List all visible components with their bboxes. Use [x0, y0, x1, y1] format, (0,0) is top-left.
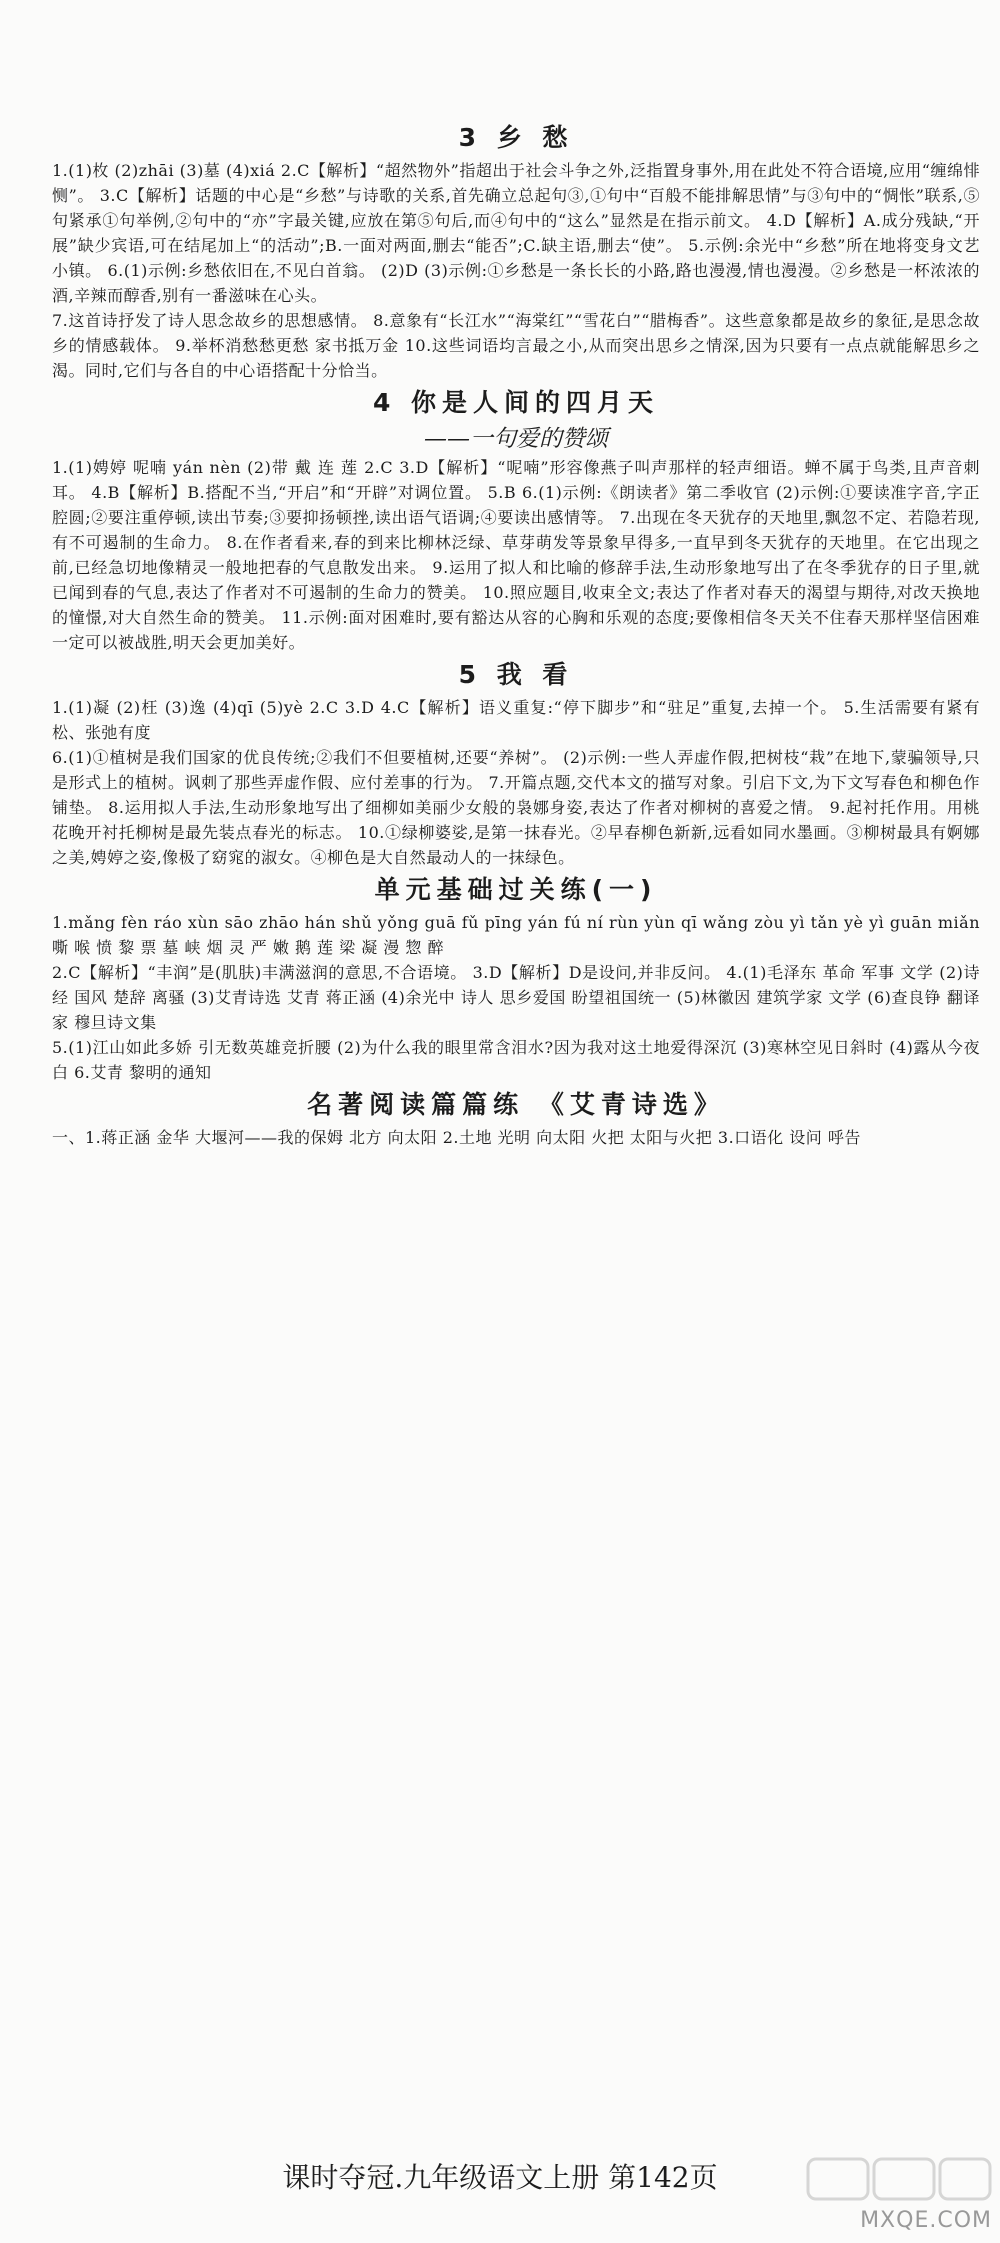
section-classic-reading	[52, 1085, 980, 1150]
section-title: 名著阅读篇篇练 《艾青诗选》	[307, 1090, 725, 1119]
answer-paragraph: 1.mǎng fèn ráo xùn sāo zhāo hán shǔ yǒng guā fǔ pīng yán fú ní rùn yùn qī wǎng zòu yì tǎn yè yì guān miǎn 嘶 喉 愤 黎 票 墓 峡 烟 灵 严 嫩 鹅 莲 梁 凝 漫 惣 醉	[52, 913, 986, 957]
section-siyuetian	[52, 383, 980, 655]
answer-paragraph: 1.(1)凝 (2)枉 (3)逸 (4)qī (5)yè 2.C 3.D 4.C【解析】语义重复:“停下脚步”和“驻足”重复,去掉一个。 5.生活需要有紧有松、张弛有度	[52, 698, 980, 742]
section-wokan	[52, 655, 980, 870]
section-subtitle: ——一句爱的赞颂	[424, 426, 608, 452]
answer-paragraph: 7.这首诗抒发了诗人思念故乡的思想感情。 8.意象有“长江水”“海棠红”“雪花白”“腊梅香”。这些意象都是故乡的象征,是思念故乡的情感载体。 9.举杯消愁愁更愁 家书抵万金 10.这些词语均言最之小,从而突出思乡之情深,因为只要有一点点就能解思乡之渴。同时,它们与各自的中心语搭配十分恰当。	[52, 311, 980, 380]
answer-paragraph: 6.(1)①植树是我们国家的优良传统;②我们不但要植树,还要“养树”。 (2)示例:一些人弄虚作假,把树枝“栽”在地下,蒙骗领导,只是形式上的植树。讽刺了那些弄虚作假、应付差事的行为。 7.开篇点题,交代本文的描写对象。引启下文,为下文写春色和柳色作铺垫。 8.运用拟人手法,生动形象地写出了细柳如美丽少女般的袅娜身姿,表达了作者对柳树的喜爱之情。 9.起衬托作用。用桃花晚开衬托柳树是最先装点春光的标志。 10.①绿柳婆娑,是第一抹春光。②早春柳色新新,远看如同水墨画。③柳树最具有婀娜之美,娉婷之姿,像极了窈窕的淑女。④柳色是大自然最动人的一抹绿色。	[52, 748, 980, 867]
section-unit-practice	[52, 870, 986, 1085]
answer-paragraph: 2.C【解析】“丰润”是(肌肤)丰满滋润的意思,不合语境。 3.D【解析】D是设问,并非反问。 4.(1)毛泽东 革命 军事 文学 (2)诗经 国风 楚辞 离骚 (3)艾青诗选 艾青 蒋正涵 (4)余光中 诗人 思乡爱国 盼望祖国统一 (5)林徽因 建筑学家 文学 (6)查良铮 翻译家 穆旦诗文集	[52, 963, 980, 1032]
section-xiangchou	[52, 118, 980, 383]
answer-paragraph: 1.(1)枚 (2)zhāi (3)墓 (4)xiá 2.C【解析】“超然物外”指超出于社会斗争之外,泛指置身事外,用在此处不符合语境,应用“缠绵悱恻”。 3.C【解析】话题的中心是“乡愁”与诗歌的关系,首先确立总起句③,①句中“百般不能排解思情”与③句中的“惆怅”联系,⑤句紧承①句举例,②句中的“亦”字最关键,应放在第⑤句后,而④句中的“这么”显然是在指示前文。 4.D【解析】A.成分残缺,“开展”缺少宾语,可在结尾加上“的活动”;B.一面对两面,删去“能否”;C.缺主语,删去“使”。 5.示例:余光中“乡愁”所在地将变身文艺小镇。 6.(1)示例:乡愁依旧在,不见白首翁。 (2)D (3)示例:①乡愁是一条长长的小路,路也漫漫,情也漫漫。②乡愁是一杯浓浓的酒,辛辣而醇香,别有一番滋味在心头。	[52, 161, 980, 305]
section-title: 单元基础过关练(一)	[374, 875, 658, 904]
section-title: 5 我 看	[458, 660, 574, 689]
section-title: 4 你是人间的四月天	[372, 388, 660, 417]
page-footer: 课时夺冠.九年级语文上册 第142页	[282, 2161, 718, 2194]
watermark-text: MXQE.COM	[860, 2208, 992, 2233]
section-title: 3 乡 愁	[458, 123, 574, 152]
answer-paragraph: 5.(1)江山如此多娇 引无数英雄竞折腰 (2)为什么我的眼里常含泪水?因为我对这土地爱得深沉 (3)寒林空见日斜时 (4)露从今夜白 6.艾青 黎明的通知	[52, 1038, 980, 1082]
answer-paragraph: 一、1.蒋正涵 金华 大堰河——我的保姆 北方 向太阳 2.土地 光明 向太阳 火把 太阳与火把 3.口语化 设问 呼告	[52, 1128, 861, 1147]
answer-paragraph: 1.(1)娉婷 呢喃 yán nèn (2)带 戴 连 莲 2.C 3.D【解析】“呢喃”形容像燕子叫声那样的轻声细语。蝉不属于鸟类,且声音刺耳。 4.B【解析】B.搭配不当,“开启”和“开辟”对调位置。 5.B 6.(1)示例:《朗读者》第二季收官 (2)示例:①要读准字音,字正腔圆;②要注重停顿,读出节奏;③要抑扬顿挫,读出语气语调;④要读出感情等。 7.出现在冬天犹存的天地里,飘忽不定、若隐若现,有不可遏制的生命力。 8.在作者看来,春的到来比柳林泛绿、草芽萌发等景象早得多,一直早到冬天犹存的天地里。在它出现之前,已经急切地像精灵一般地把春的气息散发出来。 9.运用了拟人和比喻的修辞手法,生动形象地写出了在冬季犹存的日子里,就已闻到春的气息,表达了作者对不可遏制的生命力的赞美。 10.照应题目,收束全文;表达了作者对春天的渴望与期待,对改天换地的憧憬,对大自然生命的赞美。 11.示例:面对困难时,要有豁达从容的心胸和乐观的态度;要像相信冬天关不住春天那样坚信困难一定可以被战胜,明天会更加美好。	[52, 458, 980, 652]
